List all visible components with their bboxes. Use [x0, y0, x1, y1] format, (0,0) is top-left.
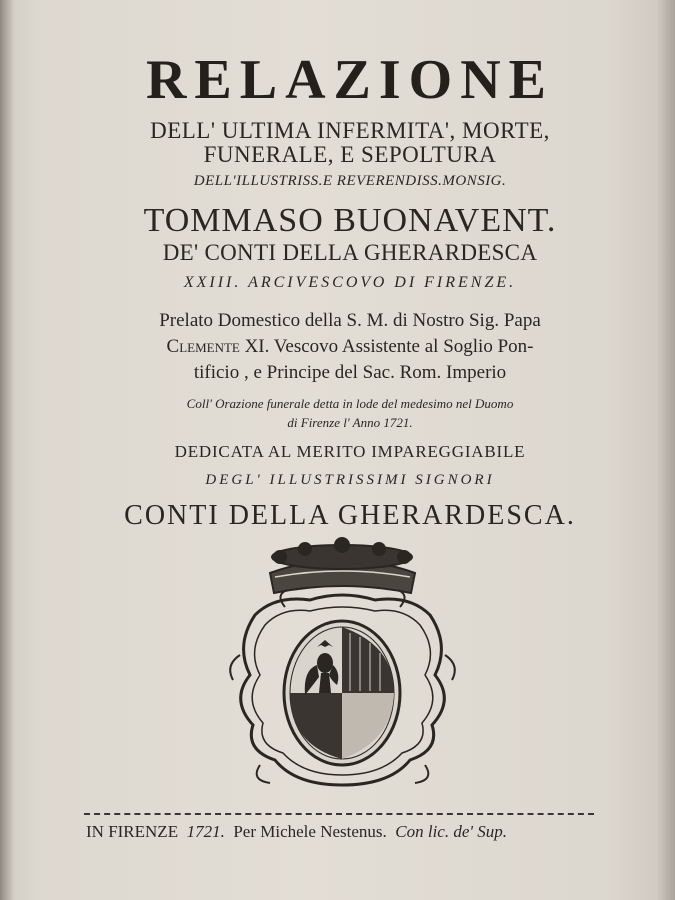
- description-line-3: tificio , e Principe del Sac. Rom. Imperio: [193, 362, 507, 383]
- imprint-year: 1721.: [186, 822, 225, 841]
- dedication-line-2: DEGL' ILLUSTRISSIMI SIGNORI: [205, 472, 495, 488]
- honorific-line: DELL'ILLUSTRISS.E REVERENDISS.MONSIG.: [193, 173, 507, 189]
- oration-line-2: di Firenze l' Anno 1721.: [287, 415, 413, 430]
- imprint-place: IN FIRENZE: [86, 822, 179, 841]
- imprint-printer: Per Michele Nestenus.: [233, 822, 387, 841]
- oration-line-1: Coll' Orazione funerale detta in lode del medesimo nel Duomo: [186, 396, 514, 411]
- description-line-2: [60, 336, 640, 358]
- coat-of-arms-emblem: [225, 535, 460, 795]
- book-gutter-shadow: [0, 0, 14, 900]
- shield-icon: [284, 621, 400, 765]
- dedicatee-line: CONTI DELLA GHERARDESCA.: [124, 500, 576, 531]
- pope-name: Clemente XI.: [166, 336, 270, 357]
- coronet-icon: [270, 538, 415, 593]
- imprint-divider: [84, 813, 594, 815]
- description-line-1: Prelato Domestico della S. M. di Nostro Sig. Papa: [159, 310, 541, 331]
- imprint-license: Con lic. de' Sup.: [395, 822, 508, 841]
- office-line: XXIII. ARCIVESCOVO DI FIRENZE.: [183, 274, 517, 291]
- page-edge-shadow: [657, 0, 675, 900]
- subtitle-line-2: FUNERALE, E SEPOLTURA: [203, 142, 497, 167]
- family-name: DE' CONTI DELLA GHERARDESCA: [162, 240, 538, 265]
- page-title: RELAZIONE: [145, 49, 555, 111]
- person-name: TOMMASO BUONAVENT.: [143, 202, 557, 239]
- imprint-line: [86, 822, 596, 842]
- description-line-2-rest: Vescovo Assistente al Soglio Pon-: [269, 336, 534, 357]
- dedication-line-1: DEDICATA AL MERITO IMPAREGGIABILE: [174, 442, 526, 461]
- subtitle-line-1: DELL' ULTIMA INFERMITA', MORTE,: [150, 118, 550, 143]
